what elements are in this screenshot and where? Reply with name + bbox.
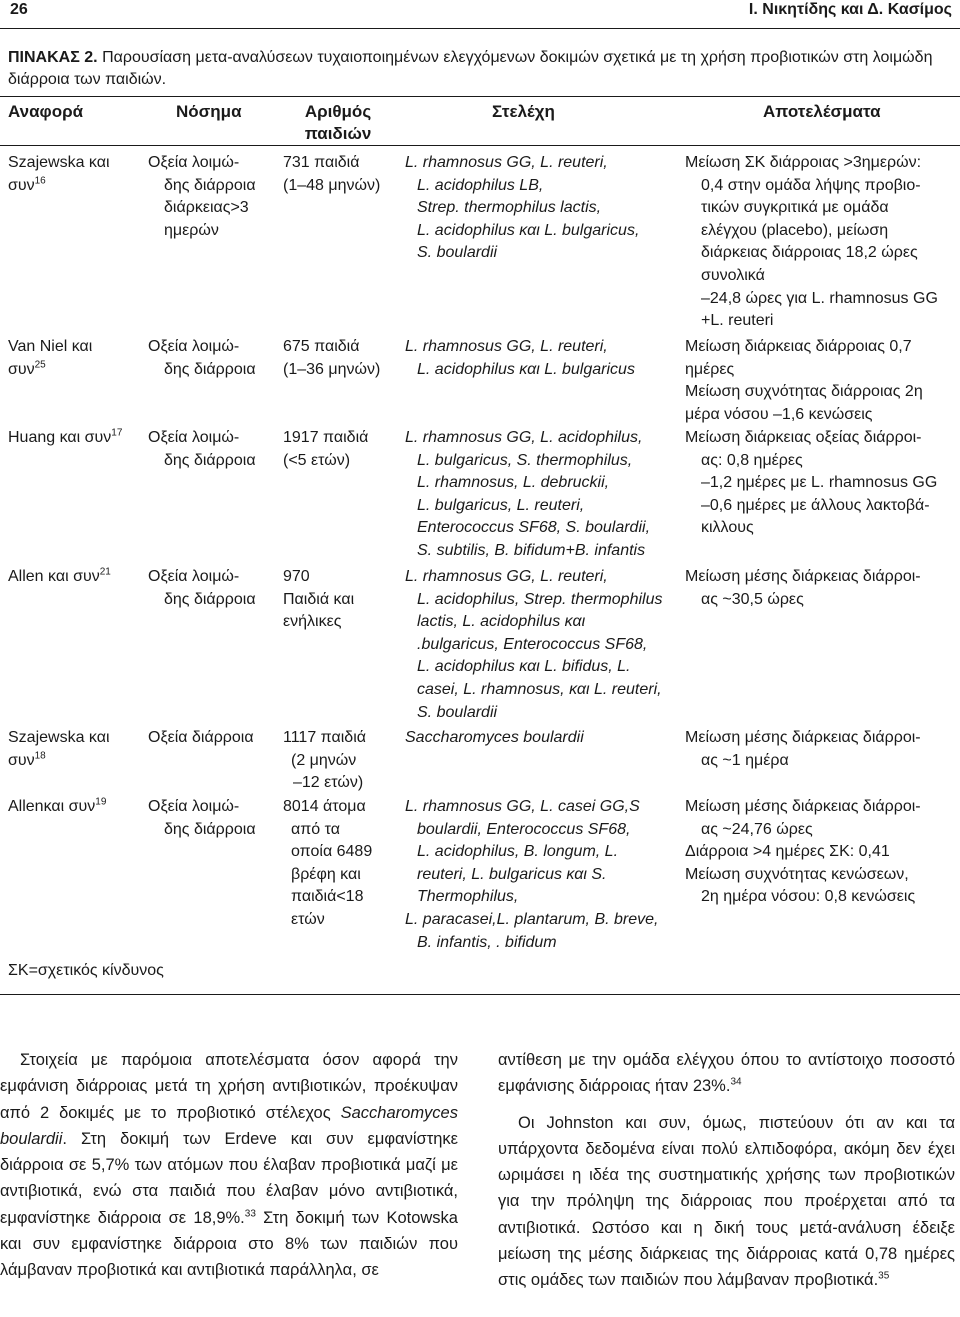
row4-reference: Allen και συν$^{21}$ <box>8 566 111 585</box>
row4-children: 970 Παιδιά και ενήλικες <box>283 568 355 631</box>
row6-results: Μείωση μέσης διάρκειας διάρροι- ας ~24,76 ώρες Διάρροια >4 ημέρες ΣΚ: 0,41 Μείωση συχνότητας κενώσεων, 2η ημέρα νόσου: 0,8 κενώσεις <box>685 798 921 906</box>
row2-results: Μείωση διάρκειας διάρροιας 0,7 ημέρες Μείωση συχνότητας διάρροιας 2η μέρα νόσου –1,6 κενώσεις <box>685 338 923 423</box>
table-caption-label: ΠΙΝΑΚΑΣ 2. <box>8 49 98 66</box>
col-header-disease: Νόσημα <box>176 102 242 121</box>
col-header-results: Αποτελέσματα <box>763 102 881 121</box>
row4-disease: Οξεία λοιμώ- δης διάρροια <box>148 568 256 608</box>
header-rule <box>0 28 960 29</box>
row2-disease: Οξεία λοιμώ- δης διάρροια <box>148 338 256 378</box>
table-bottom-rule <box>0 994 960 995</box>
body-paragraph: αντίθεση με την ομάδα ελέγχου όπου το αντίστοιχο ποσοστό εμφάνισης διάρροιας ήταν 23%.$^{34}$ <box>498 1051 955 1096</box>
row6-children: 8014 άτομα από τα οποία 6489 βρέφη και παιδιά<18 ετών <box>283 798 373 928</box>
row5-children: 1117 παιδιά (2 μηνών –12 ετών) <box>283 729 366 792</box>
page-number: 26 <box>10 1 28 18</box>
row3-reference: Huang και συν$^{17}$ <box>8 427 123 446</box>
row2-strains: L. rhamnosus GG, L. reuteri, L. acidophilus και L. bulgaricus <box>405 338 635 378</box>
col-header-reference: Αναφορά <box>8 102 84 121</box>
row1-results: Μείωση ΣΚ διάρροιας >3ημερών: 0,4 στην ομάδα λήψης προβιο- τικών συγκριτικά με ομάδα ελέγχου (placebo), μείωση διάρκειας διάρροιας 18,2 ώρες συνολικά –24,8 ώρες για L. rhamnosus GG +L. reuteri <box>685 154 938 330</box>
row6-reference: Allenκαι συν$^{19}$ <box>8 796 107 815</box>
row3-disease: Οξεία λοιμώ- δης διάρροια <box>148 429 256 469</box>
body-paragraph: Οι Johnston και συν, όμως, πιστεύουν ότι αν και τα υπάρχοντα δεδομένα είναι πολύ ελπιδοφόρα, ακόμη δεν έχει ωριμάσει η ιδέα της συστηματικής χρήσης των προβιοτικών για την πρόληψη της διάρροιας που προέρχεται από τα αντιβιοτικά. Ωστόσο και η δική τους μετά-ανάλυση έδειξε μείωση της μέσης διάρκειας της διάρροιας κατά 0,78 ημέρες στις ομάδες των παιδιών που λάμβαναν προβιοτικά.$^{35}$ <box>498 1113 955 1290</box>
row2-children: 675 παιδιά (1–36 μηνών) <box>283 338 381 378</box>
row4-strains: L. rhamnosus GG, L. reuteri, L. acidophilus, Strep. thermophilus lactis, L. acidophilus και .bulgaricus, Enterococcus SF68, L. acidophilus και L. bifidus, L. casei, L. rhamnosus, και L. reuteri, S. boulardii <box>405 568 663 721</box>
row5-reference: Szajewska και συν$^{18}$ <box>8 729 110 769</box>
table-top-rule <box>0 96 960 97</box>
row1-reference: Szajewska και συν$^{16}$ <box>8 154 110 194</box>
row6-strains: L. rhamnosus GG, L. casei GG,S boulardii, Enterococcus SF68, L. acidophilus, B. longum, L. reuteri, L. bulgaricus και S. Thermophilus, L. paracasei,L. plantarum, B. breve, B. infantis, . bifidum <box>405 798 659 951</box>
row1-strains: L. rhamnosus GG, L. reuteri, L. acidophilus LB, Strep. thermophilus lactis, L. acidophilus και L. bulgaricus, S. boulardii <box>405 154 640 262</box>
table-footnote: ΣΚ=σχετικός κίνδυνος <box>8 962 164 979</box>
row4-results: Μείωση μέσης διάρκειας διάρροι- ας ~30,5 ώρες <box>685 568 921 608</box>
row5-results: Μείωση μέσης διάρκειας διάρροι- ας ~1 ημέρα <box>685 729 921 769</box>
row6-disease: Οξεία λοιμώ- δης διάρροια <box>148 798 256 838</box>
row5-disease: Οξεία διάρροια <box>148 729 254 746</box>
row1-disease: Οξεία λοιμώ- δης διάρροια διάρκειας>3 ημερών <box>148 154 256 239</box>
col-header-strains: Στελέχη <box>492 102 555 121</box>
table-caption <box>8 47 953 91</box>
body-column-right <box>498 1047 955 1294</box>
row1-children: 731 παιδιά (1–48 μηνών) <box>283 154 381 194</box>
col-header-children-line2: παιδιών <box>304 124 372 143</box>
row2-reference: Van Niel και συν$^{25}$ <box>8 338 93 378</box>
col-header-children-line1: Αριθμός <box>304 102 372 121</box>
table-caption-text: Παρουσίαση μετα-αναλύσεων τυχαιοποιημένων ελεγχόμενων δοκιμών σχετικά με τη χρήση προβιοτικών στη λοιμώδη διάρροια των παιδιών. <box>8 49 933 88</box>
row3-children: 1917 παιδιά (<5 ετών) <box>283 429 369 469</box>
running-header-authors: Ι. Νικητίδης και Δ. Κασίμος <box>748 1 952 18</box>
col-header-children <box>283 101 393 145</box>
body-paragraph: Στοιχεία με παρόμοια αποτελέσματα όσον αφορά την εμφάνιση διάρροιας μετά τη χρήση αντιβιοτικών, προέκυψαν από 2 δοκιμές με το προβιοτικό στέλεχος Saccharomyces boulardii. Στη δοκιμή των Erdeve και συν εμφανίστηκε διάρροια σε 5,7% των ατόμων που έλαβαν προβιοτικά μαζί με αντιβιοτικά, ενώ στα παιδιά που έλαβαν μόνο αντιβιοτικά, εμφανίστηκε διάρροια σε 18,9%.$^{33}$ Στη δοκιμή των Kotowska και συν εμφανίστηκε διάρροια στο 8% των παιδιών που λάμβαναν προβιοτικά και αντιβιοτικά παράλληλα, σε <box>0 1051 458 1280</box>
row3-strains: L. rhamnosus GG, L. acidophilus, L. bulgaricus, S. thermophilus, L. rhamnosus, L. debruckii, L. bulgaricus, L. reuteri, Enterococcus SF68, S. boulardii, S. subtilis, B. bifidum+B. infantis <box>405 429 651 559</box>
body-column-left <box>0 1047 458 1284</box>
row3-results: Μείωση διάρκειας οξείας διάρροι- ας: 0,8 ημέρες –1,2 ημέρες με L. rhamnosus GG –0,6 ημέρες με άλλους λακτοβά- κιλλους <box>685 429 938 537</box>
row5-strains: Saccharomyces boulardii <box>405 729 584 746</box>
table-header-rule <box>0 145 960 146</box>
